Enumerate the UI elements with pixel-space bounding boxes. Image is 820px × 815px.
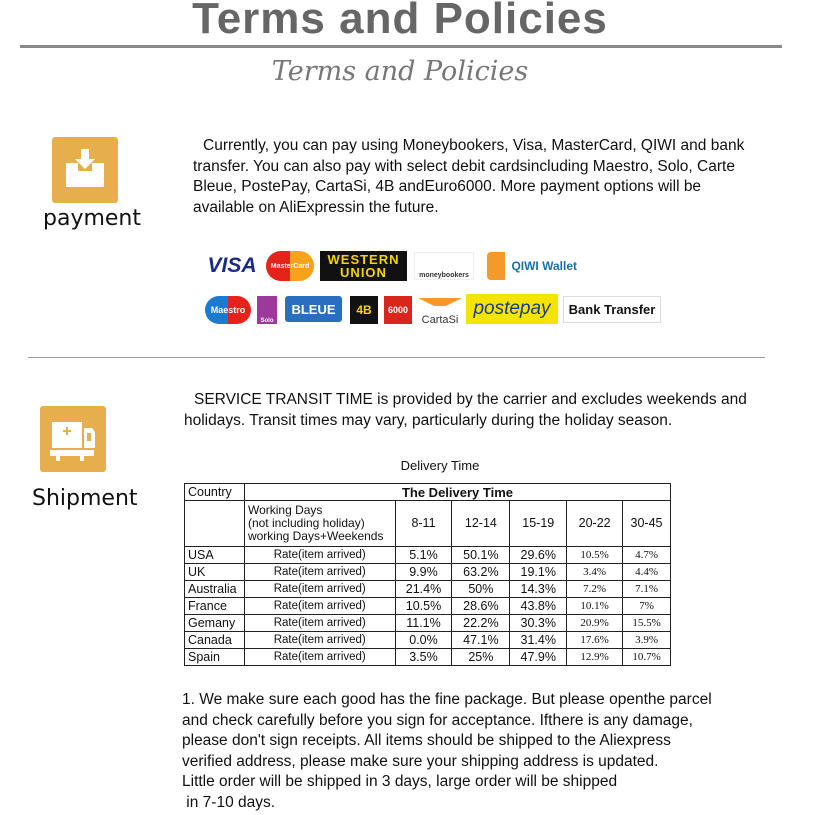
- rate-value-cell: 15.5%: [623, 615, 671, 632]
- rate-value-cell: 19.1%: [510, 564, 567, 581]
- country-cell: USA: [185, 547, 245, 564]
- rate-value-cell: 3.4%: [567, 564, 623, 581]
- rate-value-cell: 7.2%: [567, 581, 623, 598]
- rate-value-cell: 25%: [452, 649, 510, 666]
- delivery-truck-icon: [40, 406, 106, 472]
- visa-logo: VISA: [207, 254, 257, 277]
- rate-label-cell: Rate(item arrived): [244, 598, 395, 615]
- cartasi-text: CartaSi: [421, 314, 459, 326]
- rate-value-cell: 7%: [623, 598, 671, 615]
- rate-label-cell: Rate(item arrived): [244, 547, 395, 564]
- rate-value-cell: 11.1%: [395, 615, 452, 632]
- range-header: 12-14: [452, 501, 510, 547]
- solo-logo: Solo: [257, 296, 277, 324]
- rate-value-cell: 5.1%: [395, 547, 452, 564]
- payment-text: Currently, you can pay using Moneybookers, Visa, MasterCard, QIWI and bank transfer. You can also pay with select debit cardsincluding Maestro, Solo, Carte Bleue, PostePay, CartaSi, 4B andEuro6000. More payment options will be available on AliExpressin the future.: [193, 137, 745, 216]
- euro6000-logo: 6000: [384, 296, 412, 324]
- rate-label-cell: Rate(item arrived): [244, 564, 395, 581]
- rate-value-cell: 9.9%: [395, 564, 452, 581]
- table-row: [185, 564, 671, 581]
- rate-value-cell: 10.7%: [623, 649, 671, 666]
- rate-value-cell: 14.3%: [510, 581, 567, 598]
- rate-value-cell: 17.6%: [567, 632, 623, 649]
- working-days-line: working Days+Weekends: [247, 529, 384, 543]
- rate-value-cell: 30.3%: [510, 615, 567, 632]
- payment-label: payment: [43, 206, 142, 231]
- country-cell: France: [185, 598, 245, 615]
- rate-value-cell: 50.1%: [452, 547, 510, 564]
- rate-value-cell: 63.2%: [452, 564, 510, 581]
- country-cell: Canada: [185, 632, 245, 649]
- moneybookers-logo: moneybookers: [414, 252, 474, 280]
- note-line: in 7-10 days.: [182, 793, 276, 811]
- table-subheader-row: [185, 501, 671, 547]
- table-row: [185, 649, 671, 666]
- maestro-logo: Maestro: [205, 296, 251, 324]
- rate-value-cell: 22.2%: [452, 615, 510, 632]
- range-header: 20-22: [567, 501, 623, 547]
- rate-value-cell: 4.7%: [623, 547, 671, 564]
- page-subtitle: Terms and Policies: [271, 56, 529, 87]
- rate-value-cell: 28.6%: [452, 598, 510, 615]
- download-tray-icon: [52, 137, 118, 203]
- country-cell: Spain: [185, 649, 245, 666]
- note-line: verified address, please make sure your shipping address is updated.: [182, 752, 659, 770]
- delivery-time-table: [184, 483, 671, 666]
- shipment-text: SERVICE TRANSIT TIME is provided by the carrier and excludes weekends and holidays. Transit times may vary, particularly during the holiday season.: [184, 391, 747, 429]
- page-title: Terms and Policies: [192, 0, 608, 43]
- note-line: 1. We make sure each good has the fine package. But please openthe parcel: [182, 691, 712, 708]
- shipping-notes: [182, 690, 802, 813]
- rate-value-cell: 3.5%: [395, 649, 452, 666]
- 4b-logo: 4B: [350, 296, 378, 324]
- postepay-logo: postepay: [466, 294, 558, 324]
- range-header: 8-11: [395, 501, 452, 547]
- carte-bleue-logo: BLEUE: [285, 296, 342, 322]
- western-union-logo: WESTERN UNION: [320, 251, 407, 281]
- rate-value-cell: 43.8%: [510, 598, 567, 615]
- table-row: [185, 598, 671, 615]
- rate-label-cell: Rate(item arrived): [244, 632, 395, 649]
- cartasi-logo: [418, 298, 462, 326]
- rate-value-cell: 47.9%: [510, 649, 567, 666]
- section-divider: [28, 357, 765, 358]
- range-header: 15-19: [510, 501, 567, 547]
- rate-value-cell: 29.6%: [510, 547, 567, 564]
- country-cell: Gemany: [185, 615, 245, 632]
- table-row: [185, 632, 671, 649]
- table-header-row: [185, 484, 671, 501]
- table-row: [185, 581, 671, 598]
- note-line: Little order will be shipped in 3 days, large order will be shipped: [182, 773, 618, 790]
- working-days-cell: [244, 501, 395, 547]
- rate-value-cell: 4.4%: [623, 564, 671, 581]
- rate-value-cell: 31.4%: [510, 632, 567, 649]
- country-cell: Australia: [185, 581, 245, 598]
- country-header: Country: [185, 484, 245, 501]
- rate-value-cell: 0.0%: [395, 632, 452, 649]
- rate-label-cell: Rate(item arrived): [244, 615, 395, 632]
- title-divider: [20, 45, 782, 48]
- rate-label-cell: Rate(item arrived): [244, 649, 395, 666]
- table-row: [185, 547, 671, 564]
- rate-value-cell: 10.1%: [567, 598, 623, 615]
- rate-value-cell: 20.9%: [567, 615, 623, 632]
- rate-value-cell: 12.9%: [567, 649, 623, 666]
- country-cell: UK: [185, 564, 245, 581]
- working-days-line: (not including holiday): [247, 516, 365, 530]
- note-line: and check carefully before you sign for acceptance. Ifthere is any damage,: [182, 711, 693, 729]
- table-row: [185, 615, 671, 632]
- rate-value-cell: 21.4%: [395, 581, 452, 598]
- range-header: 30-45: [623, 501, 671, 547]
- mastercard-logo: MasterCard: [266, 251, 314, 281]
- table-caption: Delivery Time: [400, 458, 480, 473]
- rate-value-cell: 50%: [452, 581, 510, 598]
- delivery-time-header: The Delivery Time: [244, 484, 670, 501]
- rate-value-cell: 47.1%: [452, 632, 510, 649]
- rate-value-cell: 3.9%: [623, 632, 671, 649]
- rate-value-cell: 7.1%: [623, 581, 671, 598]
- rate-value-cell: 10.5%: [395, 598, 452, 615]
- empty-cell: [185, 501, 245, 547]
- qiwi-logo: QIWI Wallet: [487, 252, 577, 280]
- working-days-line: Working Days: [247, 503, 323, 517]
- note-line: please don't sign receipts. All items should be shipped to the Aliexpress: [182, 732, 671, 749]
- bank-transfer-logo: Bank Transfer: [563, 296, 661, 323]
- rate-value-cell: 10.5%: [567, 547, 623, 564]
- shipment-label: Shipment: [32, 486, 138, 511]
- rate-label-cell: Rate(item arrived): [244, 581, 395, 598]
